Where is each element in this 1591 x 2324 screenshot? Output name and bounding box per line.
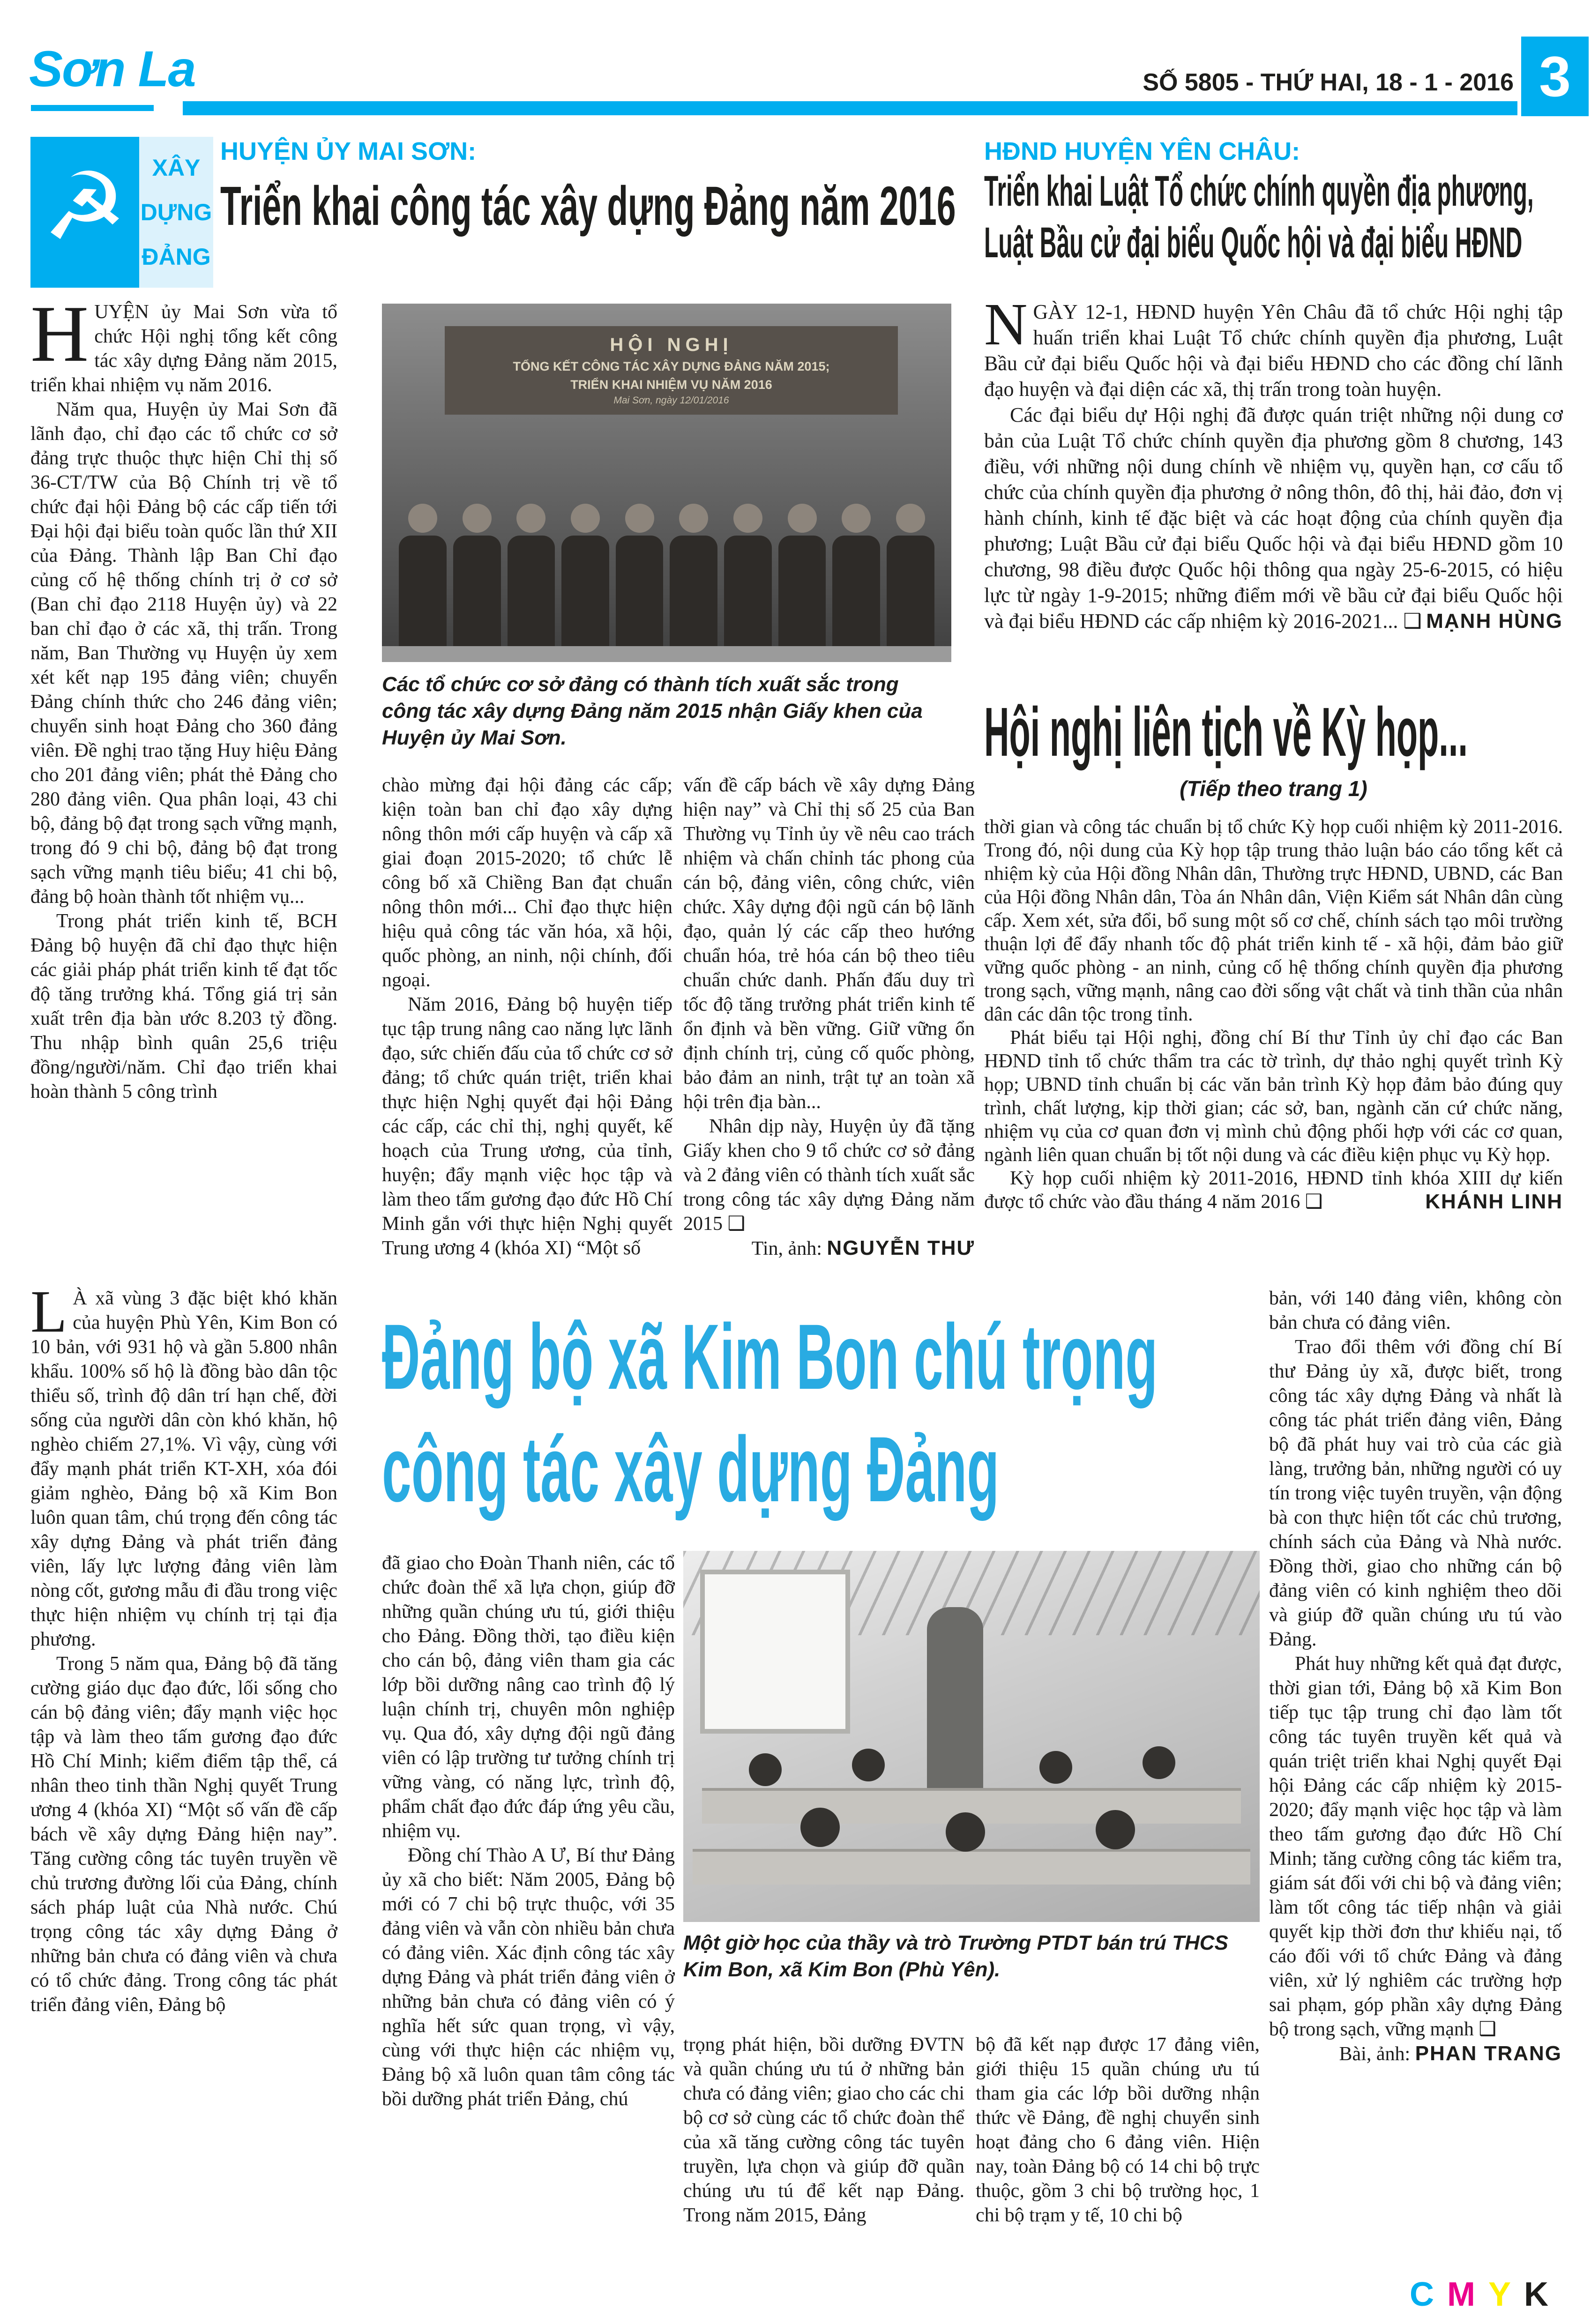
headline-mai-son: Triển khai công tác xây dựng Đảng năm 2016 xyxy=(220,175,956,237)
paragraph: L À xã vùng 3 đặc biệt khó khăn của huyện Phù Yên, Kim Bon có 10 bản, với 931 hộ và gần 5.800 nhân khẩu. 100% số hộ là đồng bào dân tộc thiểu số, trình độ dân trí hạn chế, đời sống của người dân còn khó khăn, hộ nghèo chiếm 27,1%. Vì vậy, cùng với đẩy mạnh phát triển KT-XH, xóa đói giảm nghèo, Đảng bộ xã Kim Bon luôn quan tâm, chú trọng đến công tác xây dựng Đảng và phát triển đảng viên, lấy lực lượng đảng viên làm nòng cốt, gương mẫu đi đầu trong việc thực hiện nhiệm vụ chính trị tại địa phương. xyxy=(30,1286,337,1650)
paragraph: Trao đổi thêm với đồng chí Bí thư Đảng ủy xã, được biết, trong công tác xây dựng Đảng và nhất là công tác phát triển đảng viên, Đảng bộ đã phát huy vai trò của các già làng, trưởng bản, những người có uy tín trong việc tuyên truyền, vận động bà con thực hiện tốt các chủ trương, chính sách của Đảng và Nhà nước. Đồng thời, giao cho những cán bộ đảng viên có kinh nghiệm theo dõi và giúp đỡ quần chúng ưu tú vào Đảng. xyxy=(1269,1336,1562,1650)
cmyk-y: Y xyxy=(1488,2276,1524,2313)
byline-ky-hop: KHÁNH LINH xyxy=(1425,1190,1563,1213)
people-silhouettes xyxy=(399,506,934,646)
kimbon-column-2 xyxy=(382,1551,675,2139)
kimbon-column-5 xyxy=(1269,1286,1562,2298)
paragraph: vấn đề cấp bách về xây dựng Đảng hiện nay” và Chỉ thị số 25 của Ban Thường vụ Tỉnh ủy về nêu cao trách nhiệm và chấn chỉnh tác phong của cán bộ, đảng viên, công chức, viên chức. Xây dựng đội ngũ cán bộ lãnh đạo, quản lý các cấp theo hướng chuẩn hóa, trẻ hóa cán bộ theo tiêu chuẩn chức danh. Phấn đấu duy trì tốc độ tăng trưởng phát triển kinh tế ổn định và bền vững. Giữ vững ổn định chính trị, củng cố quốc phòng, bảo đảm an ninh, trật tự an toàn xã hội trên địa bàn... xyxy=(683,775,975,1113)
paragraph: Kỳ họp cuối nhiệm kỳ 2011-2016, HĐND tỉnh khóa XIII dự kiến được tổ chức vào đầu tháng 4 năm 2016 ❑ xyxy=(984,1168,1563,1213)
teacher-silhouette xyxy=(927,1607,983,1795)
banner-line: TRIỂN KHAI NHIỆM VỤ NĂM 2016 xyxy=(570,378,772,392)
photo-floor xyxy=(382,646,951,662)
caption-kim-bon-photo: Một giờ học của thầy và trò Trường PTDT bán trú THCS Kim Bon, xã Kim Bon (Phù Yên). xyxy=(683,1931,1228,1981)
byline-kim-bon: Bài, ảnh: PHAN TRANG xyxy=(1339,2042,1562,2065)
continued-from-page-note: (Tiếp theo trang 1) xyxy=(1180,776,1367,801)
dropcap: L xyxy=(30,1286,67,1345)
paragraph: bản, với 140 đảng viên, không còn bản chưa có đảng viên. xyxy=(1269,1288,1562,1333)
paragraph: Phát biểu tại Hội nghị, đồng chí Bí thư Tỉnh ủy chỉ đạo các Ban HĐND tỉnh tổ chức thẩm tra các tờ trình, dự thảo nghị quyết trình Kỳ họp; UBND tỉnh chuẩn bị các văn bản trình Kỳ họp đảm bảo đúng quy trình, chất lượng, kịp thời gian; các sở, ban, ngành căn cứ chức năng, nhiệm vụ của cơ quan đơn vị mình chủ động phối hợp với các cơ quan, ngành liên quan chuẩn bị tốt nội dung và các điều kiện phục vụ Kỳ họp. xyxy=(984,1027,1563,1166)
badge-word-2: DỰNG xyxy=(140,199,212,225)
nameplate: Sơn La xyxy=(29,40,195,97)
paragraph: chào mừng đại hội đảng các cấp; kiện toàn ban chỉ đạo xây dựng nông thôn mới cấp huyện và cấp xã giai đoạn 2015-2020; tổ chức lễ công bố xã Chiềng Ban đạt chuẩn nông thôn mới... Chỉ đạo thực hiện hiệu quả công tác văn hóa, xã hội, quốc phòng, an ninh, nội chính, đối ngoại. xyxy=(382,775,672,991)
photo-mai-son-ceremony xyxy=(382,304,951,662)
maison-column-2 xyxy=(382,773,672,1312)
kimbon-column-3 xyxy=(683,2033,964,2297)
kyhop-body xyxy=(984,815,1563,1286)
desk-row xyxy=(693,1849,1250,1885)
kicker-yen-chau: HĐND HUYỆN YÊN CHÂU: xyxy=(984,137,1300,165)
party-badge-label xyxy=(139,137,213,288)
student-head xyxy=(800,1808,840,1847)
caption-mai-son-photo: Các tổ chức cơ sở đảng có thành tích xuất sắc trong công tác xây dựng Đảng năm 2015 nhận Giấy khen của Huyện ủy Mai Sơn. xyxy=(382,673,923,749)
cmyk-print-mark xyxy=(1265,2275,1561,2314)
byline-yen-chau: MẠNH HÙNG xyxy=(1426,610,1563,633)
kimbon-column-4 xyxy=(976,2033,1260,2297)
student-head xyxy=(1039,1751,1072,1784)
cmyk-m: M xyxy=(1447,2276,1488,2313)
banner-line: TỔNG KẾT CÔNG TÁC XÂY DỰNG ĐẢNG NĂM 2015; xyxy=(513,359,830,373)
kimbon-column-1 xyxy=(30,1286,337,2125)
cmyk-c: C xyxy=(1409,2276,1447,2313)
headline-yen-chau-line1: Triển khai Luật Tổ chức chính quyền địa phương, xyxy=(984,167,1534,215)
banner-line: Mai Sơn, ngày 12/01/2016 xyxy=(613,395,729,406)
byline-mai-son: Tin, ảnh: NGUYỄN THƯ xyxy=(751,1236,975,1259)
kicker-mai-son: HUYỆN ỦY MAI SƠN: xyxy=(220,137,477,165)
dropcap: N xyxy=(984,299,1028,358)
paragraph: Trong phát triển kinh tế, BCH Đảng bộ huyện đã chỉ đạo thực hiện các giải pháp phát triển kinh tế đạt tốc độ tăng trưởng khá. Tổng giá trị sản xuất trên địa bàn ước 8.203 tỷ đồng. Thu nhập bình quân 25,6 triệu đồng/người/năm. Chỉ đạo triển khai hoàn thành 5 công trình xyxy=(30,910,337,1102)
page-number-box xyxy=(1521,37,1589,116)
paragraph: Đồng chí Thào A Ư, Bí thư Đảng ủy xã cho biết: Năm 2005, Đảng bộ mới có 7 chi bộ trực thuộc, với 35 đảng viên và vẫn còn nhiều bản chưa có đảng viên. Xác định công tác xây dựng Đảng và phát triển đảng viên ở những bản chưa có đảng viên có ý nghĩa hết sức quan trọng, vì vậy, cùng với thực hiện các nhiệm vụ, Đảng bộ xã luôn quan tâm công tác bồi dưỡng phát triển Đảng, chú xyxy=(382,1845,675,2110)
page-number: 3 xyxy=(1539,45,1571,108)
classroom-window xyxy=(700,1570,850,1734)
paragraph: thời gian và công tác chuẩn bị tổ chức Kỳ họp cuối nhiệm kỳ 2011-2016. Trong đó, nội dung của Kỳ họp tập trung thảo luận báo cáo tổng kết cả nhiệm kỳ của Hội đồng Nhân dân, Thường trực HĐND, UBND, các Ban của Hội đồng Nhân dân, Tòa án Nhân dân, Viện Kiểm sát Nhân dân cùng cấp. Xem xét, sửa đổi, bổ sung một số cơ chế, chính sách tạo môi trường thuận lợi để đẩy nhanh tốc độ phát triển kinh tế - xã hội, đảm bảo giữ vững quốc phòng - an ninh, củng cố hệ thống chính quyền địa phương trong sạch, vững mạnh, nâng cao đời sống vật chất và tinh thần của nhân dân các dân tộc trong tỉnh. xyxy=(984,816,1563,1025)
student-head xyxy=(946,1812,985,1852)
maison-column-3 xyxy=(683,773,975,1312)
badge-word-3: ĐẢNG xyxy=(142,244,211,270)
dropcap: H xyxy=(30,300,89,379)
paragraph: Trong 5 năm qua, Đảng bộ đã tăng cường giáo dục đạo đức, lối sống cho cán bộ đảng viên; đẩy mạnh việc học tập và làm theo tấm gương đạo đức Hồ Chí Minh; kiểm điểm tập thể, cá nhân theo tinh thần Nghị quyết Trung ương 4 (khóa XI) “Một số vấn đề cấp bách về xây dựng Đảng hiện nay”. Tăng cường công tác tuyên truyền về chủ trương đường lối của Đảng, chính sách pháp luật của Nhà nước. Chú trọng công tác xây dựng Đảng ở những bản chưa có đảng viên và chưa có tổ chức đảng. Trong công tác phát triển đảng viên, Đảng bộ xyxy=(30,1653,337,2016)
paragraph: trọng phát hiện, bồi dưỡng ĐVTN và quần chúng ưu tú ở những bản chưa có đảng viên; giao cho các chi bộ cơ sở cùng các tổ chức đoàn thể của xã tăng cường công tác tuyên truyền, lựa chọn và giúp đỡ quần chúng ưu tú để kết nạp Đảng. Trong năm 2015, Đảng xyxy=(683,2034,964,2226)
paragraph: Năm qua, Huyện ủy Mai Sơn đã lãnh đạo, chỉ đạo các tổ chức cơ sở đảng trực thuộc thực hiện Chỉ thị số 36-CT/TW của Bộ Chính trị về tổ chức đại hội Đảng bộ các cấp tiến tới Đại hội đại biểu toàn quốc lần thứ XII của Đảng. Thành lập Ban Chỉ đạo củng cố hệ thống chính trị ở cơ sở (Ban chỉ đạo 2118 Huyện ủy) và 22 ban chỉ đạo ở các xã, thị trấn. Trong năm, Ban Thường vụ Huyện ủy xem xét kết nạp 195 đảng viên; chuyển Đảng chính thức cho 246 đảng viên; chuyển sinh hoạt Đảng cho 360 đảng viên. Đề nghị trao tặng Huy hiệu Đảng cho 201 đảng viên; phát thẻ Đảng cho 280 đảng viên. Qua phân loại, 43 chi bộ, đảng bộ đạt trong sạch vững mạnh, trong đó 9 chi bộ, đảng bộ đạt trong sạch vững mạnh tiêu biểu; 41 chi bộ, đảng bộ hoàn thành tốt nhiệm vụ... xyxy=(30,399,337,908)
party-badge xyxy=(30,137,139,288)
conference-banner xyxy=(445,326,898,415)
student-head xyxy=(1096,1810,1135,1849)
cmyk-k: K xyxy=(1524,2276,1561,2313)
paragraph: HUYỆN ủy Mai Sơn vừa tổ chức Hội nghị tổng kết công tác xây dựng Đảng năm 2015, triển khai nhiệm vụ năm 2016. xyxy=(30,300,337,396)
photo-kim-bon-classroom xyxy=(683,1551,1260,1922)
paragraph: bộ đã kết nạp được 17 đảng viên, giới thiệu 15 quần chúng ưu tú tham gia các lớp bồi dưỡng nhận thức về Đảng, đề nghị chuyển sinh hoạt đảng cho 6 đảng viên. Hiện nay, toàn Đảng bộ có 14 chi bộ trực thuộc, gồm 3 chi bộ trường học, 1 chi bộ trạm y tế, 10 chi bộ xyxy=(976,2034,1260,2226)
yenchau-body xyxy=(984,299,1563,674)
nameplate-underline xyxy=(31,105,154,111)
paragraph: đã giao cho Đoàn Thanh niên, các tổ chức đoàn thể xã lựa chọn, giúp đỡ những quần chúng ưu tú, giới thiệu cho Đảng. Đồng thời, tạo điều kiện cho cán bộ, đảng viên tham gia các lớp bồi dưỡng nâng cao trình độ lý luận chính trị, chuyên môn nghiệp vụ. Qua đó, xây dựng đội ngũ đảng viên có lập trường tư tưởng chính trị vững vàng, có năng lực, trình độ, phẩm chất đạo đức đáp ứng yêu cầu, nhiệm vụ. xyxy=(382,1552,675,1842)
headline-yen-chau-line2: Luật Bầu cử đại biểu Quốc hội và đại biểu HĐND xyxy=(984,219,1523,267)
headline-kim-bon-line2: công tác xây dựng Đảng xyxy=(382,1417,1000,1521)
headline-kim-bon-line1: Đảng bộ xã Kim Bon chú trọng xyxy=(382,1305,1158,1408)
issue-date-line: SỐ 5805 - THỨ HAI, 18 - 1 - 2016 xyxy=(1143,69,1514,96)
paragraph: Năm 2016, Đảng bộ huyện tiếp tục tập trung nâng cao năng lực lãnh đạo, sức chiến đấu của tổ chức cơ sở đảng; tổ chức quán triệt, triển khai thực hiện Nghị quyết đại hội Đảng các cấp, các chỉ thị, nghị quyết, kế hoạch của Trung ương, của tỉnh, huyện; đẩy mạnh việc học tập và làm theo tấm gương đạo đức Hồ Chí Minh gắn với thực hiện Nghị quyết Trung ương 4 (khóa XI) “Một số xyxy=(382,994,672,1259)
hammer-sickle-icon: ☭ xyxy=(43,152,127,261)
paragraph: Nhân dịp này, Huyện ủy đã tặng Giấy khen cho 9 tổ chức cơ sở đảng và 2 đảng viên có thành tích xuất sắc trong công tác xây dựng Đảng năm 2015 ❑ xyxy=(683,1116,975,1235)
student-head xyxy=(1143,1746,1175,1779)
student-head xyxy=(852,1749,885,1781)
paragraph: NGÀY 12-1, HĐND huyện Yên Châu đã tổ chức Hội nghị tập huấn triển khai Luật Tổ chức chính quyền địa phương, Luật Bầu cử đại biểu Quốc hội và đại biểu HĐND cho các đồng chí lãnh đạo huyện và đại diện các xã, thị trấn trong toàn huyện. xyxy=(984,299,1563,401)
student-head xyxy=(749,1753,782,1786)
headline-ky-hop: Hội nghị liên tịch về Kỳ họp... xyxy=(984,693,1468,771)
banner-line: HỘI NGHỊ xyxy=(610,335,733,355)
maison-column-1 xyxy=(30,300,337,1277)
paragraph: Các đại biểu dự Hội nghị đã được quán triệt những nội dung cơ bản của Luật Tổ chức chính quyền địa phương gồm 8 chương, 143 điều, với những nội dung chính về nhiệm vụ, quyền hạn, cơ cấu tổ chức của chính quyền địa phương ở nông thôn, đô thị, hải đảo, đơn vị hành chính, kinh tế đặc biệt và các hoạt động của chính quyền địa phương; Luật Bầu cử đại biểu Quốc hội và đại biểu HĐND gồm 10 chương, 98 điều được Quốc hội thông qua ngày 25-6-2015, có hiệu lực từ ngày 1-9-2015; những điểm mới về bầu cử đại biểu Quốc hội và đại biểu HĐND các cấp nhiệm kỳ 2016-2021... ❑ xyxy=(984,403,1563,633)
header-rule-bar xyxy=(183,101,1517,115)
badge-word-1: XÂY xyxy=(152,155,201,181)
paragraph: Phát huy những kết quả đạt được, thời gian tới, Đảng bộ xã Kim Bon tiếp tục tập trung chỉ đạo làm tốt công tác tuyên truyền kết quả và quán triệt triển khai Nghị quyết Đại hội Đảng các cấp nhiệm kỳ 2015-2020; đẩy mạnh việc học tập và làm theo tấm gương đạo đức Hồ Chí Minh; tăng cường công tác kiểm tra, giám sát đối với chi bộ và đảng viên; làm tốt công tác tiếp nhận và giải quyết kịp thời đơn thư khiếu nại, tố cáo đối với tổ chức Đảng và đảng viên, xử lý nghiêm các trường hợp sai phạm, góp phần xây dựng Đảng bộ trong sạch, vững mạnh ❑ xyxy=(1269,1653,1562,2040)
